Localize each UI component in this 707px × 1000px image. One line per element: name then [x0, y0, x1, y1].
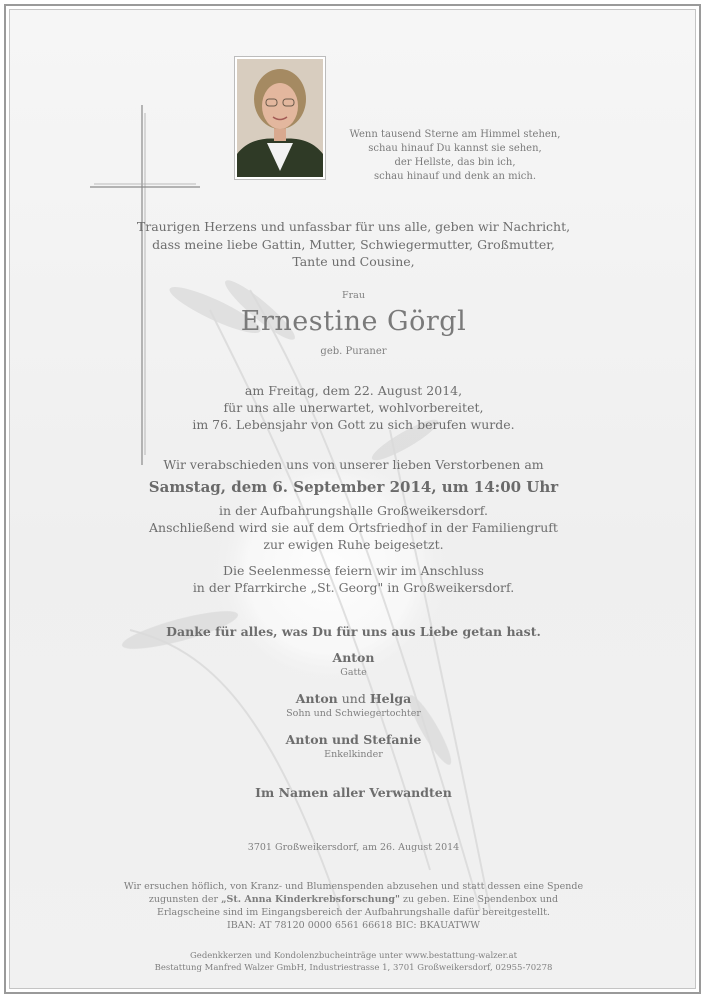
birth-name: geb. Puraner [320, 346, 387, 357]
request-line: Wir ersuchen höflich, von Kranz- und Blumenspenden abzusehen und statt dessen eine Spende [123, 881, 584, 892]
relatives-line: Im Namen aller Verwandten [255, 785, 452, 800]
mourner-name-a: Anton [332, 650, 375, 665]
deceased-name: Ernestine Görgl [240, 306, 467, 337]
request-line: Erlagscheine sind im Eingangsbereich der Aufbahrungshalle dafür bereitgestellt. [157, 907, 550, 918]
death-notice-line: für uns alle unerwartet, wohlvorbereitet, [223, 400, 484, 415]
salutation: Frau [342, 290, 365, 301]
poem [340, 128, 570, 184]
intro-line: dass meine liebe Gattin, Mutter, Schwiegermutter, Großmutter, [152, 236, 555, 252]
donation-request [10, 880, 696, 932]
bank-details: IBAN: AT 78120 0000 6561 66618 BIC: BKAUATWW [226, 920, 481, 931]
thanks-line: Danke für alles, was Du für uns aus Liebe getan hast. [166, 624, 541, 639]
mourner-name-b: Helga [369, 691, 412, 706]
mourner-relation: Enkelkinder [324, 749, 383, 760]
notice-card [9, 9, 696, 989]
farewell-detail-line: Anschließend wird sie auf dem Ortsfriedhof in der Familiengruft [149, 520, 558, 535]
death-notice [10, 382, 696, 433]
place-date: 3701 Großweikersdorf, am 26. August 2014 [247, 842, 460, 853]
funeral-home-info [10, 950, 696, 974]
farewell-intro: Wir verabschieden uns von unserer lieben Verstorbenen am [163, 457, 544, 472]
death-notice-line: im 76. Lebensjahr von Gott zu sich berufen wurde. [192, 417, 515, 432]
mourner-name-a: Anton [295, 691, 338, 706]
condolence-link[interactable]: Gedenkkerzen und Kondolenzbucheinträge unter www.bestattung-walzer.at [190, 951, 517, 961]
portrait-photo [234, 56, 326, 180]
mourner-joiner: und [337, 691, 370, 706]
mass-info [10, 562, 696, 596]
intro-line: Traurigen Herzens und unfassbar für uns alle, geben wir Nachricht, [136, 219, 571, 234]
poem-line: schau hinauf und denk an mich. [373, 171, 537, 182]
mourner-name [10, 650, 696, 665]
intro-text [10, 218, 696, 271]
request-pre: zugunsten der [148, 894, 222, 905]
farewell-detail-line: zur ewigen Ruhe beigesetzt. [263, 537, 444, 552]
farewell-details [10, 502, 696, 553]
request-post: zu geben. Eine Spendenbox und [400, 894, 559, 905]
mourner-name-a: Anton und Stefanie [285, 732, 422, 747]
funeral-home-address: Bestattung Manfred Walzer GmbH, Industriestrasse 1, 3701 Großweikersdorf, 02955-70278 [154, 963, 553, 973]
mourner-name [10, 732, 696, 747]
poem-line: Wenn tausend Sterne am Himmel stehen, [349, 129, 561, 140]
farewell-date: Samstag, dem 6. September 2014, um 14:00 Uhr [148, 478, 559, 496]
poem-line: der Hellste, das bin ich, [394, 157, 516, 168]
death-notice-line: am Freitag, dem 22. August 2014, [244, 383, 463, 398]
mass-line: in der Pfarrkirche „St. Georg" in Großweikersdorf. [192, 580, 515, 595]
mourner-relation: Sohn und Schwiegertochter [286, 708, 421, 719]
charity-name: „St. Anna Kinderkrebsforschung" [221, 894, 400, 905]
mourner-relation: Gatte [340, 667, 367, 678]
mass-line: Die Seelenmesse feiern wir im Anschluss [223, 563, 484, 578]
mourner-name [10, 691, 696, 706]
request-line [10, 893, 696, 906]
farewell-detail-line: in der Aufbahrungshalle Großweikersdorf. [219, 503, 488, 518]
poem-line: schau hinauf Du kannst sie sehen, [368, 143, 542, 154]
intro-line: Tante und Cousine, [292, 254, 415, 269]
